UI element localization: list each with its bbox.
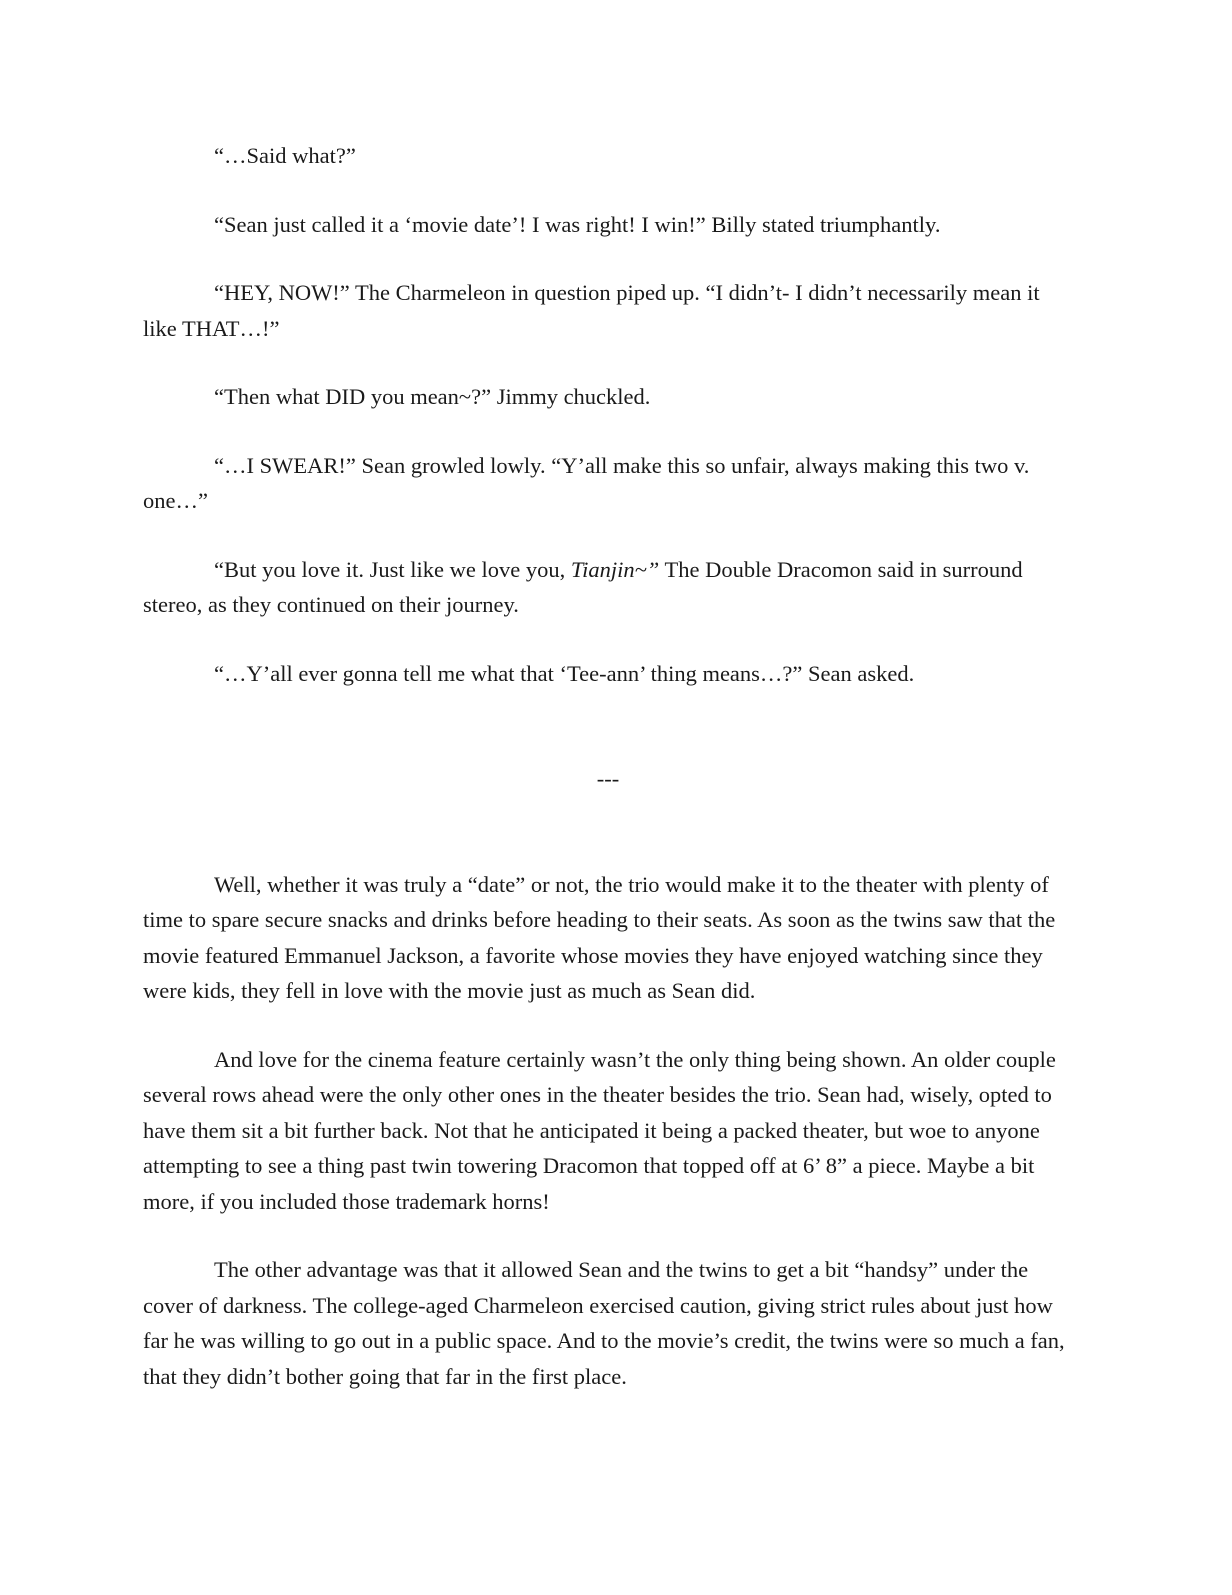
paragraph: “Then what DID you mean~?” Jimmy chuckled. bbox=[214, 384, 651, 409]
paragraph bbox=[143, 552, 1073, 623]
paragraph: Well, whether it was truly a “date” or not, the trio would make it to the theater with plenty of time to spare secure snacks and drinks before heading to their seats. As soon as the twins saw that the movie featured Emmanuel Jackson, a favorite whose movies they have enjoyed watching since they were kids, they fell in love with the movie just as much as Sean did. bbox=[143, 871, 1056, 1003]
paragraph: The other advantage was that it allowed Sean and the twins to get a bit “handsy” under the cover of darkness. The college-aged Charmeleon exercised caution, giving strict rules about just how far he was willing to go out in a public space. And to the movie’s credit, the twins were so much a fan, that they didn’t bother going that far in the first place. bbox=[143, 1257, 1065, 1389]
paragraph-text: The Double Dracomon said in surround stereo, as they continued on their journey. bbox=[143, 556, 1023, 617]
italic-text: Tianjin~” bbox=[570, 556, 660, 582]
paragraph: “Sean just called it a ‘movie date’! I was right! I win!” Billy stated triumphantly. bbox=[214, 211, 941, 237]
paragraph: “HEY, NOW!” The Charmeleon in question piped up. “I didn’t- I didn’t necessarily mean it like THAT…!” bbox=[143, 280, 1040, 341]
paragraph: “…I SWEAR!” Sean growled lowly. “Y’all make this so unfair, always making this two v. one…” bbox=[143, 452, 1030, 513]
paragraph: And love for the cinema feature certainly wasn’t the only thing being shown. An older couple several rows ahead were the only other ones in the theater besides the trio. Sean had, wisely, opted to have them sit a bit further back. Not that he anticipated it being a packed theater, but woe to anyone attempting to see a thing past twin towering Dracomon that topped off at 6’ 8” a piece. Maybe a bit more, if you included those trademark horns! bbox=[143, 1046, 1056, 1214]
paragraph: “…Y’all ever gonna tell me what that ‘Tee-ann’ thing means…?” Sean asked. bbox=[214, 660, 915, 686]
paragraph: “…Said what?” bbox=[214, 143, 356, 168]
scene-break: --- bbox=[596, 766, 620, 791]
document-page bbox=[143, 138, 1073, 1427]
paragraph-text: “But you love it. Just like we love you, bbox=[214, 556, 571, 582]
